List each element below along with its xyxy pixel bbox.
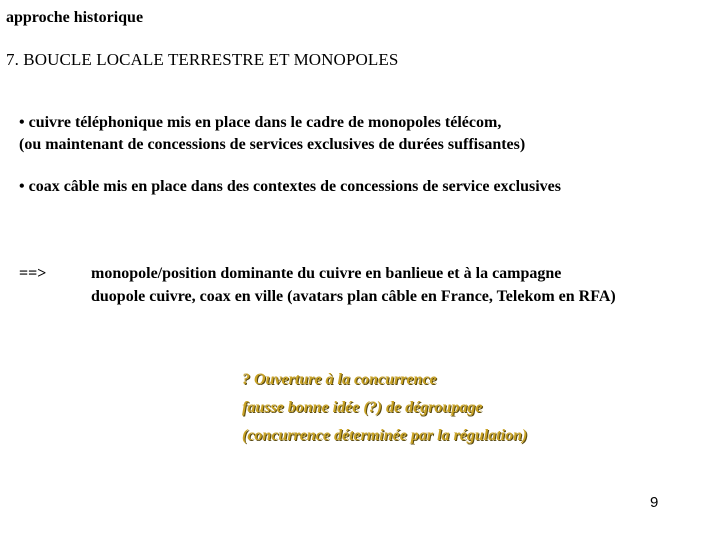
conclusion-line-2: duopole cuivre, coax en ville (avatars plan câble en France, Telekom en RFA) — [91, 288, 616, 305]
note-line-2: fausse bonne idée (?) de dégroupage — [242, 399, 483, 416]
page-number: 9 — [650, 494, 659, 511]
bullet-copper-line1: • cuivre téléphonique mis en place dans le cadre de monopoles télécom, — [19, 114, 502, 131]
conclusion-line-1: monopole/position dominante du cuivre en banlieue et à la campagne — [91, 265, 562, 282]
conclusion-arrow: ==> — [19, 265, 47, 282]
slide-header: approche historique — [6, 9, 144, 26]
bullet-copper-line2: (ou maintenant de concessions de services exclusives de durées suffisantes) — [19, 136, 526, 153]
bullet-coax: • coax câble mis en place dans des contextes de concessions de service exclusives — [19, 178, 561, 195]
slide-title: 7. BOUCLE LOCALE TERRESTRE ET MONOPOLES — [6, 50, 399, 69]
note-line-1: ? Ouverture à la concurrence — [242, 371, 437, 388]
note-line-3: (concurrence déterminée par la régulation) — [242, 427, 528, 444]
